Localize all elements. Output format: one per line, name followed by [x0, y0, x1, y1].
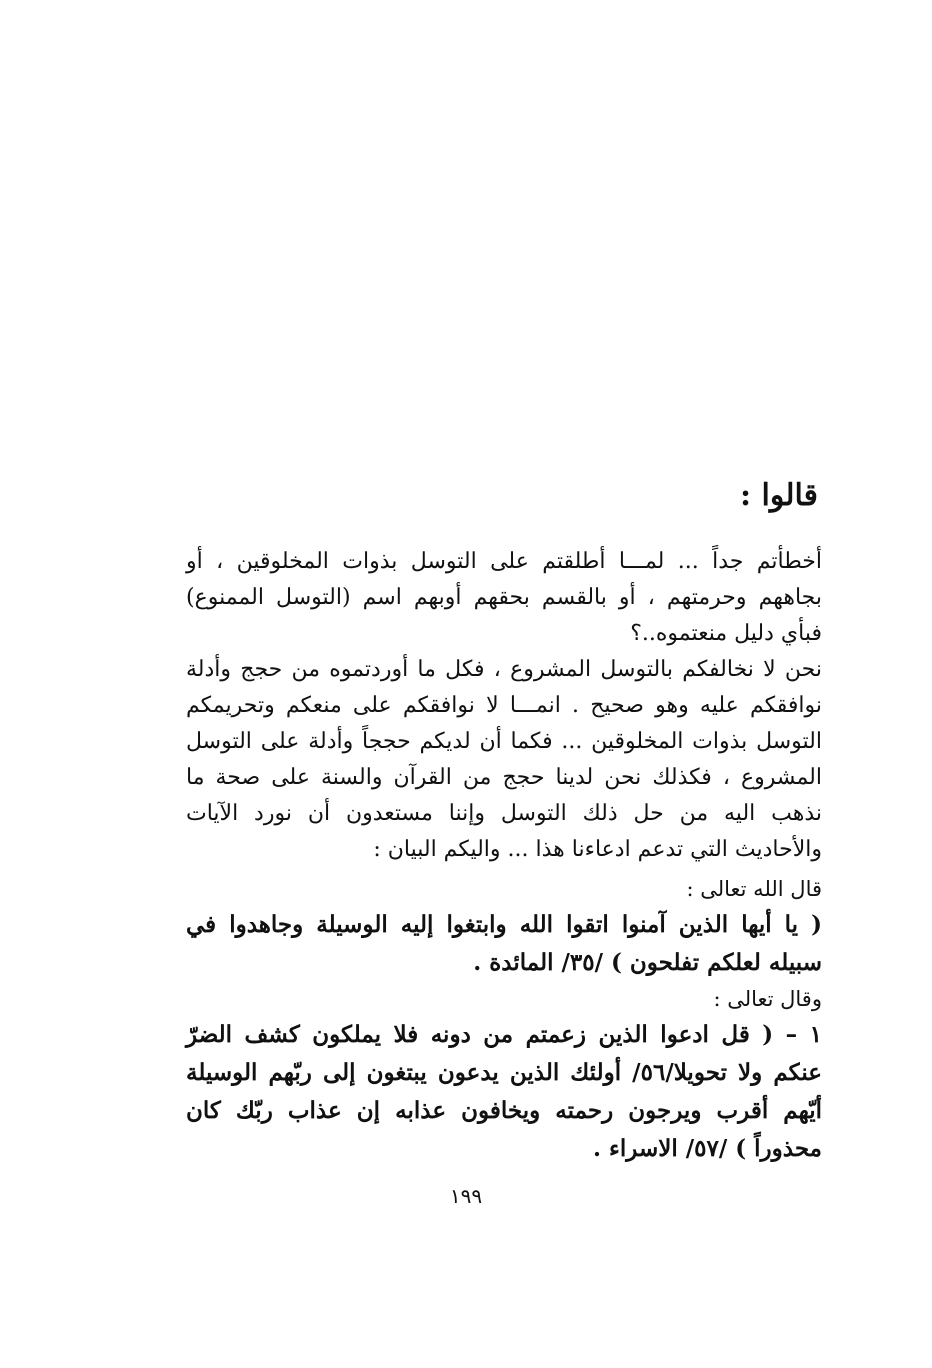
quote-intro-2: وقال تعالى : [713, 987, 822, 1011]
section-heading: قالوا : [740, 478, 818, 513]
paragraph-1: أخطأتم جداً ... لمـــا أطلقتم على التوسل بذوات المخلوقين ، أو بجاههم وحرمتهم ، أو بالقسم بحقهم أوبهم اسم (التوسل الممنوع) فبأي دليل منعتموه..؟ [186, 549, 822, 646]
paragraph-2: نحن لا نخالفكم بالتوسل المشروع ، فكل ما أوردتموه من حجج وأدلة نوافقكم عليه وهو صحيح . انمـــا لا نوافقكم على منعكم وتحريمكم التوسل بذوات المخلوقين ... فكما أن لديكم حججاً وأدلة على التوسل المشروع ، فكذلك نحن لدينا حجج من القرآن والسنة على صحة ما نذهب اليه من حل ذلك التوسل وإننا مستعدون أن نورد الآيات والأحاديث التي تدعم ادعاءنا هذا ... واليكم البيان : [186, 657, 822, 862]
body-text [186, 544, 822, 868]
page-number: ١٩٩ [449, 1184, 483, 1208]
quote-intro-1: قال الله تعالى : [686, 877, 822, 901]
quran-quote-1: ( يا أيها الذين آمنوا اتقوا الله وابتغوا إليه الوسيلة وجاهدوا في سبيله لعلكم تفلحون ) /٣٥/ المائدة . [186, 911, 822, 976]
quran-quote-2: ١ – ( قل ادعوا الذين زعمتم من دونه فلا يملكون كشف الضرّ عنكم ولا تحويلا/٥٦/ أولئك الذين يدعون يبتغون إلى ربّهم الوسيلة أيّهم أقرب ويرجون رحمته ويخافون عذابه إن عذاب ربّك كان محذوراً ) /٥٧/ الاسراء . [186, 1021, 822, 1162]
quran-section [186, 872, 822, 1168]
